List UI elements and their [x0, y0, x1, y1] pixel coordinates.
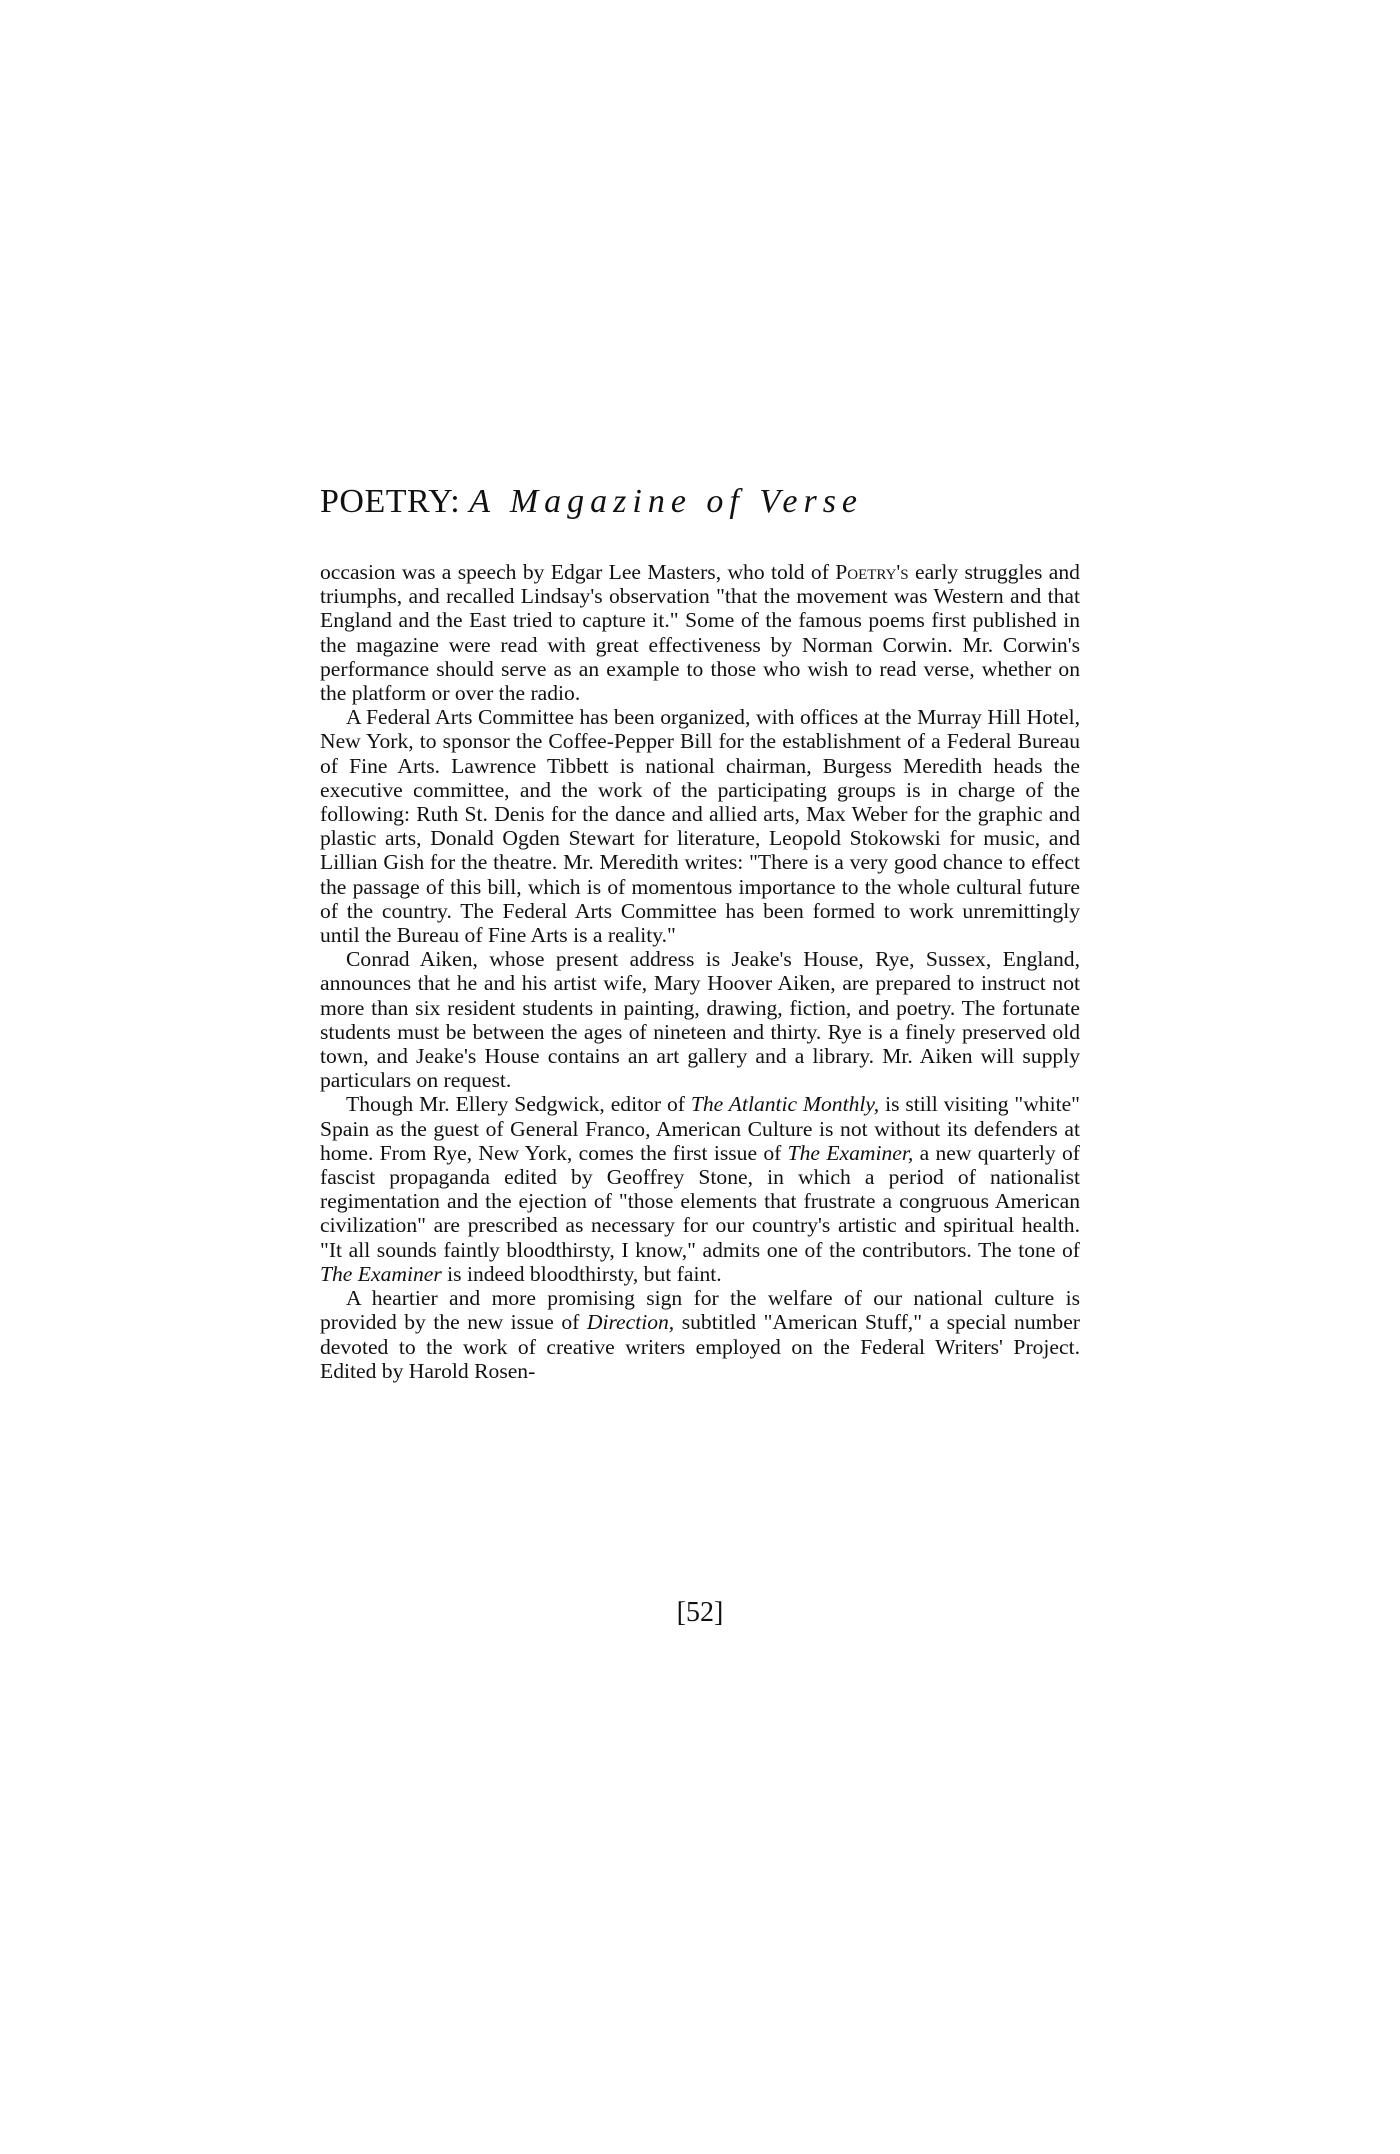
article-body	[320, 560, 1080, 1383]
page-number: [52]	[676, 1597, 724, 1628]
paragraph: A Federal Arts Committee has been organized, with offices at the Murray Hill Hotel, New York, to sponsor the Coffee-Pepper Bill for the establishment of a Federal Bureau of Fine Arts. Lawrence Tibbett is national chairman, Burgess Meredith heads the executive committee, and the work of the participating groups is in charge of the following: Ruth St. Denis for the dance and allied arts, Max Weber for the graphic and plastic arts, Donald Ogden Stewart for literature, Leopold Stokowski for music, and Lillian Gish for the theatre. Mr. Meredith writes: "There is a very good chance to effect the passage of this bill, which is of momentous importance to the whole cultural future of the country. The Federal Arts Committee has been formed to work unremittingly until the Bureau of Fine Arts is a reality."	[320, 705, 1080, 948]
italic-title: The Examiner	[320, 1261, 442, 1286]
paragraph	[320, 1092, 1080, 1286]
paragraph-text: is indeed bloodthirsty, but faint.	[441, 1261, 722, 1286]
paragraph	[320, 1286, 1080, 1383]
magazine-name-smallcaps: Poetry's	[835, 560, 909, 584]
paragraph-text: subtitled "American Stuff," a special number devoted to the work of creative writers employed on the Federal Writers' Project. Edited by Harold Rosen-	[320, 1310, 1080, 1383]
paragraph: Conrad Aiken, whose present address is Jeake's House, Rye, Sussex, England, announces that he and his artist wife, Mary Hoover Aiken, are prepared to instruct not more than six resident students in painting, drawing, fiction, and poetry. The fortunate students must be between the ages of nineteen and thirty. Rye is a finely preserved old town, and Jeake's House contains an art gallery and a library. Mr. Aiken will supply particulars on request.	[320, 947, 1080, 1093]
paragraph-text: a new quarterly of fascist propaganda edited by Geoffrey Stone, in which a period of nationalist regimentation and the ejection of "those elements that frustrate a congruous American civilization" are prescribed as necessary for our country's artistic and spiritual health. "It all sounds faintly bloodthirsty, I know," admits one of the contributors. The tone of	[320, 1140, 1080, 1262]
paragraph-text: occasion was a speech by Edgar Lee Masters, who told of	[320, 560, 836, 584]
paragraph-text: is still visiting "white" Spain as the guest of General Franco, American Culture is not without its defenders at home. From Rye, New York, comes the first issue of	[320, 1092, 1081, 1165]
paragraph-text: early struggles and triumphs, and recalled Lindsay's observation "that the movement was Western and that England and the East tried to capture it." Some of the famous poems first published in the magazine were read with great effectiveness by Norman Corwin. Mr. Corwin's performance should serve as an example to those who wish to read verse, whether on the platform or over the radio.	[320, 560, 1080, 706]
magazine-title: POETRY:	[320, 483, 461, 520]
paragraph-text: Though Mr. Ellery Sedgwick, editor of	[346, 1092, 691, 1117]
paragraph-text: A heartier and more promising sign for the welfare of our national culture is provided by the new issue of	[320, 1286, 1080, 1335]
magazine-subtitle: A Magazine of Verse	[469, 483, 864, 520]
italic-title: Direction,	[586, 1310, 675, 1335]
running-header	[320, 482, 863, 522]
italic-title: The Examiner,	[787, 1140, 914, 1165]
paragraph	[320, 560, 1080, 705]
italic-title: The Atlantic Monthly,	[690, 1092, 880, 1117]
